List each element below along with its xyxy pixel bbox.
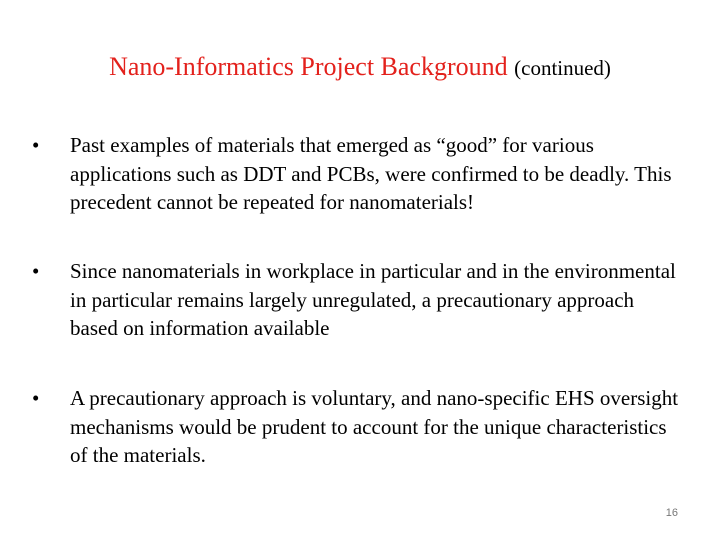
bullet-text: Past examples of materials that emerged as “good” for various applications such as DDT and PCBs, were confirmed to be deadly. This precedent cannot be repeated for nanomaterials! [70,133,672,214]
bullet-item [32,131,682,217]
bullet-icon: • [32,386,40,410]
bullet-text: Since nanomaterials in workplace in particular and in the environmental in particular remains largely unregulated, a precautionary approach based on information available [70,259,676,340]
bullet-item [32,257,682,343]
bullet-icon: • [32,259,40,283]
title-main: Nano-Informatics Project Background [109,52,508,81]
page-number: 16 [665,507,678,519]
title-sub: (continued) [514,56,611,80]
slide-title [0,52,720,82]
bullet-text: A precautionary approach is voluntary, and nano-specific EHS oversight mechanisms would be prudent to account for the unique characteristics of the materials. [70,386,679,467]
bullet-icon: • [32,133,40,157]
bullet-item [32,384,682,470]
